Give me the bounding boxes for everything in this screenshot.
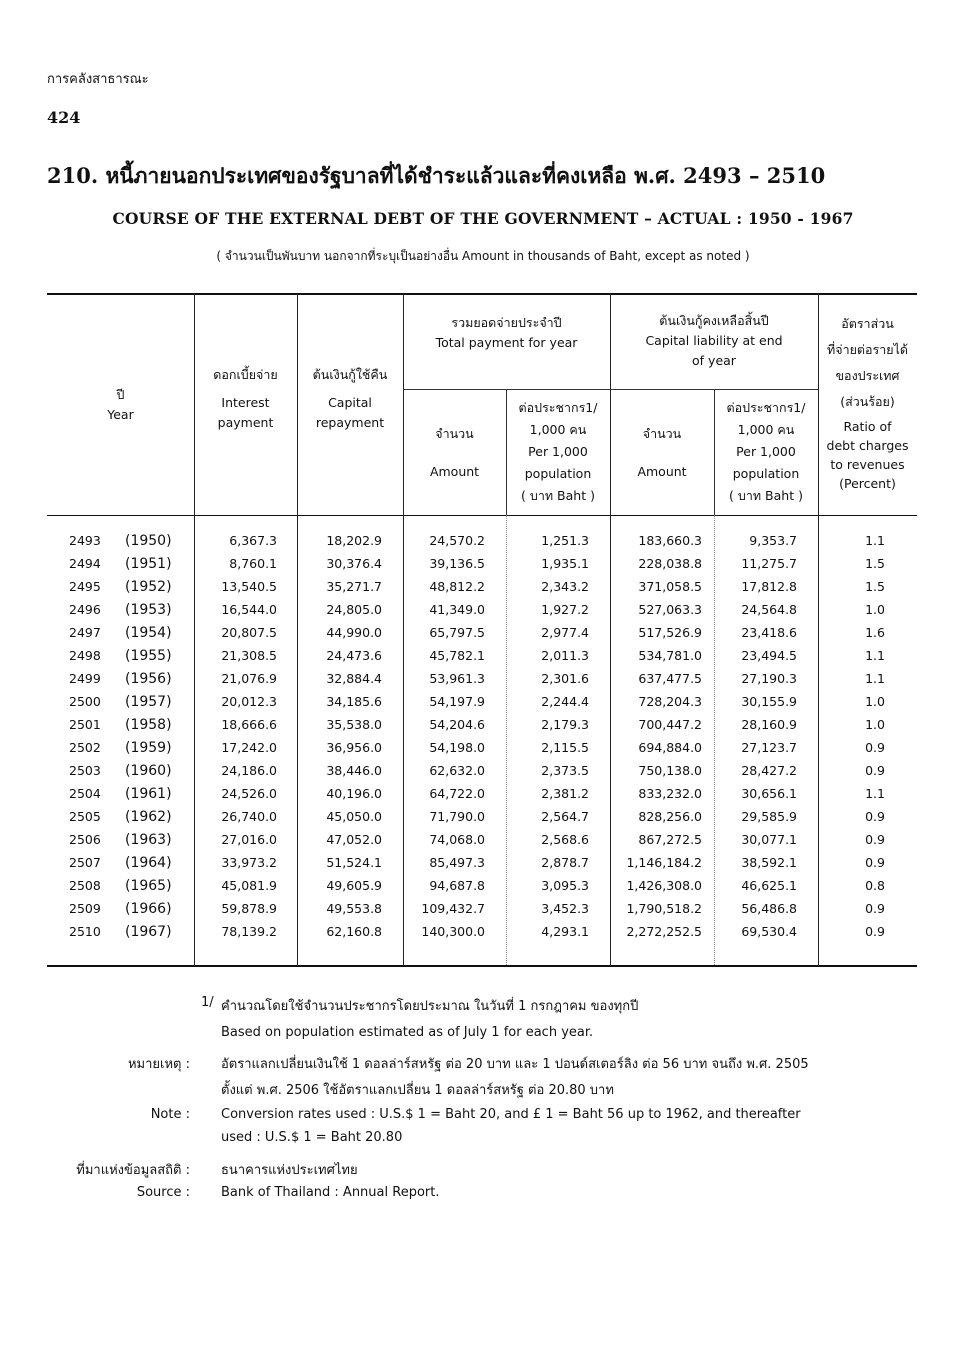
year-gregorian: (1950) — [125, 533, 172, 549]
ratio-cell: 0.9 — [865, 855, 885, 870]
total-per-capita-cell: 2,568.6 — [541, 832, 589, 847]
remark-thai-line-2: ตั้งแต่ พ.ศ. 2506 ใช้อัตราแลกเปลี่ยน 1 ดอลล่าร์สหรัฐ ต่อ 20.80 บาท — [221, 1083, 614, 1098]
header-total-per-capita: ต่อประชากร1/ 1,000 คน Per 1,000 population ( บาท Baht ) — [518, 400, 598, 503]
capital-cell: 51,524.1 — [326, 855, 382, 870]
interest-cell: 78,139.2 — [221, 924, 277, 939]
total-amount-cell: 24,570.2 — [429, 533, 485, 548]
capital-cell: 44,990.0 — [326, 625, 382, 640]
year-gregorian: (1957) — [125, 694, 172, 710]
total-per-capita-cell: 2,878.7 — [541, 855, 589, 870]
year-thai: 2499 — [69, 671, 101, 686]
table-row — [47, 554, 917, 577]
ratio-cell: 1.1 — [865, 786, 885, 801]
interest-cell: 59,878.9 — [221, 901, 277, 916]
ratio-cell: 1.1 — [865, 533, 885, 548]
header-interest: ดอกเบี้ยจ่าย Interest payment — [213, 367, 278, 430]
year-gregorian: (1965) — [125, 878, 172, 894]
total-amount-cell: 64,722.0 — [429, 786, 485, 801]
total-amount-cell: 85,497.3 — [429, 855, 485, 870]
footnote-1-english: Based on population estimated as of July 1 for each year. — [221, 1025, 594, 1040]
source-label-thai: ที่มาแห่งข้อมูลสถิติ : — [76, 1163, 190, 1178]
interest-cell: 45,081.9 — [221, 878, 277, 893]
interest-cell: 16,544.0 — [221, 602, 277, 617]
liability-per-capita-cell: 11,275.7 — [741, 556, 797, 571]
table-row — [47, 830, 917, 853]
year-gregorian: (1958) — [125, 717, 172, 733]
ratio-cell: 0.9 — [865, 901, 885, 916]
table-row — [47, 853, 917, 876]
year-thai: 2498 — [69, 648, 101, 663]
total-per-capita-cell: 3,452.3 — [541, 901, 589, 916]
total-per-capita-cell: 2,011.3 — [541, 648, 589, 663]
header-year: ปี Year — [107, 387, 134, 422]
year-gregorian: (1967) — [125, 924, 172, 940]
capital-cell: 47,052.0 — [326, 832, 382, 847]
liability-per-capita-cell: 38,592.1 — [741, 855, 797, 870]
table-title-english: COURSE OF THE EXTERNAL DEBT OF THE GOVERNMENT – ACTUAL : 1950 - 1967 — [112, 209, 854, 228]
interest-cell: 24,526.0 — [221, 786, 277, 801]
table-header-rule — [47, 515, 917, 516]
total-amount-cell: 45,782.1 — [429, 648, 485, 663]
year-gregorian: (1952) — [125, 579, 172, 595]
note-english-line-2: used : U.S.$ 1 = Baht 20.80 — [221, 1130, 403, 1145]
group-header-rule — [403, 389, 818, 390]
interest-cell: 27,016.0 — [221, 832, 277, 847]
total-amount-cell: 71,790.0 — [429, 809, 485, 824]
liability-amount-cell: 637,477.5 — [638, 671, 702, 686]
liability-amount-cell: 867,272.5 — [638, 832, 702, 847]
liability-amount-cell: 527,063.3 — [638, 602, 702, 617]
liability-amount-cell: 228,038.8 — [638, 556, 702, 571]
liability-per-capita-cell: 24,564.8 — [741, 602, 797, 617]
table-title-thai: 210. หนี้ภายนอกประเทศของรัฐบาลที่ได้ชำระแล้วและที่คงเหลือ พ.ศ. 2493 – 2510 — [47, 163, 826, 188]
interest-cell: 21,308.5 — [221, 648, 277, 663]
table-row — [47, 784, 917, 807]
ratio-cell: 1.6 — [865, 625, 885, 640]
table-top-rule — [47, 293, 917, 295]
total-amount-cell: 94,687.8 — [429, 878, 485, 893]
interest-cell: 21,076.9 — [221, 671, 277, 686]
capital-cell: 35,538.0 — [326, 717, 382, 732]
ratio-cell: 1.1 — [865, 648, 885, 663]
year-thai: 2509 — [69, 901, 101, 916]
header-total-payment: รวมยอดจ่ายประจำปี Total payment for year — [435, 315, 578, 350]
year-thai: 2500 — [69, 694, 101, 709]
total-amount-cell: 53,961.3 — [429, 671, 485, 686]
total-amount-cell: 74,068.0 — [429, 832, 485, 847]
total-per-capita-cell: 4,293.1 — [541, 924, 589, 939]
liability-amount-cell: 750,138.0 — [638, 763, 702, 778]
capital-cell: 40,196.0 — [326, 786, 382, 801]
capital-cell: 35,271.7 — [326, 579, 382, 594]
liability-per-capita-cell: 17,812.8 — [741, 579, 797, 594]
total-amount-cell: 62,632.0 — [429, 763, 485, 778]
table-row — [47, 922, 917, 945]
running-title: การคลังสาธารณะ — [47, 72, 149, 87]
page-number: 424 — [47, 108, 81, 127]
table-row — [47, 600, 917, 623]
table-row — [47, 899, 917, 922]
total-per-capita-cell: 3,095.3 — [541, 878, 589, 893]
interest-cell: 17,242.0 — [221, 740, 277, 755]
capital-cell: 34,185.6 — [326, 694, 382, 709]
footnote-1-thai: คำนวณโดยใช้จำนวนประชากรโดยประมาณ ในวันที่ 1 กรกฎาคม ของทุกปี — [221, 999, 639, 1014]
liability-per-capita-cell: 9,353.7 — [749, 533, 797, 548]
header-ratio: อัตราส่วน ที่จ่ายต่อรายได้ ของประเทศ (ส่วนร้อย) Ratio of debt charges to revenues (Percent) — [826, 316, 909, 491]
ratio-cell: 1.5 — [865, 579, 885, 594]
remark-label-thai: หมายเหตุ : — [127, 1057, 190, 1072]
liability-per-capita-cell: 46,625.1 — [741, 878, 797, 893]
liability-amount-cell: 183,660.3 — [638, 533, 702, 548]
total-amount-cell: 109,432.7 — [421, 901, 485, 916]
year-gregorian: (1960) — [125, 763, 172, 779]
table-row — [47, 531, 917, 554]
ratio-cell: 0.9 — [865, 740, 885, 755]
liability-amount-cell: 728,204.3 — [638, 694, 702, 709]
liability-amount-cell: 700,447.2 — [638, 717, 702, 732]
ratio-cell: 0.9 — [865, 809, 885, 824]
capital-cell: 18,202.9 — [326, 533, 382, 548]
table-row — [47, 577, 917, 600]
remark-thai-line-1: อัตราแลกเปลี่ยนเงินใช้ 1 ดอลล่าร์สหรัฐ ต่อ 20 บาท และ 1 ปอนด์สเตอร์ลิง ต่อ 56 บาท จนถึง พ.ศ. 2505 — [221, 1057, 809, 1072]
capital-cell: 49,605.9 — [326, 878, 382, 893]
year-gregorian: (1962) — [125, 809, 172, 825]
table-row — [47, 669, 917, 692]
year-gregorian: (1963) — [125, 832, 172, 848]
note-label: Note : — [150, 1107, 190, 1122]
header-liability-amount: จำนวน Amount — [637, 426, 687, 479]
interest-cell: 33,973.2 — [221, 855, 277, 870]
ratio-cell: 1.5 — [865, 556, 885, 571]
year-thai: 2504 — [69, 786, 101, 801]
liability-amount-cell: 828,256.0 — [638, 809, 702, 824]
liability-amount-cell: 1,426,308.0 — [626, 878, 702, 893]
total-per-capita-cell: 2,179.3 — [541, 717, 589, 732]
interest-cell: 6,367.3 — [229, 533, 277, 548]
note-english-line-1: Conversion rates used : U.S.$ 1 = Baht 20, and £ 1 = Baht 56 up to 1962, and thereafter — [221, 1107, 801, 1122]
ratio-cell: 1.1 — [865, 671, 885, 686]
year-thai: 2495 — [69, 579, 101, 594]
table-row — [47, 738, 917, 761]
total-amount-cell: 41,349.0 — [429, 602, 485, 617]
header-capital-repayment: ต้นเงินกู้ใช้คืน Capital repayment — [312, 367, 388, 430]
total-per-capita-cell: 2,244.4 — [541, 694, 589, 709]
year-thai: 2507 — [69, 855, 101, 870]
header-capital-liability: ต้นเงินกู้คงเหลือสิ้นปี Capital liability at end of year — [645, 313, 783, 368]
liability-amount-cell: 534,781.0 — [638, 648, 702, 663]
table-row — [47, 761, 917, 784]
capital-cell: 36,956.0 — [326, 740, 382, 755]
liability-amount-cell: 517,526.9 — [638, 625, 702, 640]
liability-amount-cell: 833,232.0 — [638, 786, 702, 801]
capital-cell: 38,446.0 — [326, 763, 382, 778]
liability-per-capita-cell: 28,427.2 — [741, 763, 797, 778]
table-row — [47, 692, 917, 715]
interest-cell: 8,760.1 — [229, 556, 277, 571]
year-thai: 2503 — [69, 763, 101, 778]
year-gregorian: (1955) — [125, 648, 172, 664]
total-per-capita-cell: 2,977.4 — [541, 625, 589, 640]
year-gregorian: (1951) — [125, 556, 172, 572]
liability-per-capita-cell: 69,530.4 — [741, 924, 797, 939]
source-label: Source : — [136, 1185, 190, 1200]
liability-amount-cell: 1,790,518.2 — [626, 901, 702, 916]
year-thai: 2501 — [69, 717, 101, 732]
total-per-capita-cell: 2,564.7 — [541, 809, 589, 824]
ratio-cell: 0.9 — [865, 832, 885, 847]
capital-cell: 45,050.0 — [326, 809, 382, 824]
table-row — [47, 646, 917, 669]
capital-cell: 30,376.4 — [326, 556, 382, 571]
total-per-capita-cell: 2,115.5 — [541, 740, 589, 755]
ratio-cell: 1.0 — [865, 717, 885, 732]
year-gregorian: (1964) — [125, 855, 172, 871]
total-amount-cell: 39,136.5 — [429, 556, 485, 571]
capital-cell: 32,884.4 — [326, 671, 382, 686]
total-per-capita-cell: 1,927.2 — [541, 602, 589, 617]
total-amount-cell: 54,204.6 — [429, 717, 485, 732]
interest-cell: 20,807.5 — [221, 625, 277, 640]
year-thai: 2494 — [69, 556, 101, 571]
capital-cell: 49,553.8 — [326, 901, 382, 916]
liability-amount-cell: 1,146,184.2 — [626, 855, 702, 870]
total-per-capita-cell: 2,373.5 — [541, 763, 589, 778]
units-note: ( จำนวนเป็นพันบาท นอกจากที่ระบุเป็นอย่างอื่น Amount in thousands of Baht, except as noted ) — [216, 249, 750, 263]
header-liability-per-capita: ต่อประชากร1/ 1,000 คน Per 1,000 population ( บาท Baht ) — [726, 400, 806, 503]
table-row — [47, 807, 917, 830]
ratio-cell: 0.8 — [865, 878, 885, 893]
total-per-capita-cell: 2,381.2 — [541, 786, 589, 801]
total-amount-cell: 54,197.9 — [429, 694, 485, 709]
interest-cell: 24,186.0 — [221, 763, 277, 778]
interest-cell: 13,540.5 — [221, 579, 277, 594]
table-bottom-rule — [47, 965, 917, 967]
year-thai: 2510 — [69, 924, 101, 939]
year-gregorian: (1956) — [125, 671, 172, 687]
ratio-cell: 1.0 — [865, 694, 885, 709]
liability-amount-cell: 694,884.0 — [638, 740, 702, 755]
year-gregorian: (1954) — [125, 625, 172, 641]
ratio-cell: 0.9 — [865, 924, 885, 939]
header-total-amount: จำนวน Amount — [429, 426, 480, 479]
year-gregorian: (1961) — [125, 786, 172, 802]
capital-cell: 62,160.8 — [326, 924, 382, 939]
year-thai: 2497 — [69, 625, 101, 640]
interest-cell: 18,666.6 — [221, 717, 277, 732]
interest-cell: 26,740.0 — [221, 809, 277, 824]
table-row — [47, 876, 917, 899]
liability-amount-cell: 2,272,252.5 — [626, 924, 702, 939]
year-thai: 2506 — [69, 832, 101, 847]
liability-per-capita-cell: 23,418.6 — [741, 625, 797, 640]
total-amount-cell: 140,300.0 — [421, 924, 485, 939]
total-amount-cell: 54,198.0 — [429, 740, 485, 755]
liability-amount-cell: 371,058.5 — [638, 579, 702, 594]
year-thai: 2496 — [69, 602, 101, 617]
liability-per-capita-cell: 23,494.5 — [741, 648, 797, 663]
year-gregorian: (1953) — [125, 602, 172, 618]
total-amount-cell: 65,797.5 — [429, 625, 485, 640]
total-per-capita-cell: 2,343.2 — [541, 579, 589, 594]
liability-per-capita-cell: 28,160.9 — [741, 717, 797, 732]
liability-per-capita-cell: 30,656.1 — [741, 786, 797, 801]
ratio-cell: 0.9 — [865, 763, 885, 778]
year-thai: 2502 — [69, 740, 101, 755]
capital-cell: 24,473.6 — [326, 648, 382, 663]
capital-cell: 24,805.0 — [326, 602, 382, 617]
year-gregorian: (1966) — [125, 901, 172, 917]
total-amount-cell: 48,812.2 — [429, 579, 485, 594]
total-per-capita-cell: 1,935.1 — [541, 556, 589, 571]
table-row — [47, 623, 917, 646]
liability-per-capita-cell: 29,585.9 — [741, 809, 797, 824]
year-gregorian: (1959) — [125, 740, 172, 756]
footnote-marker: 1/ — [201, 995, 214, 1010]
interest-cell: 20,012.3 — [221, 694, 277, 709]
ratio-cell: 1.0 — [865, 602, 885, 617]
table-row — [47, 715, 917, 738]
year-thai: 2508 — [69, 878, 101, 893]
year-thai: 2493 — [69, 533, 101, 548]
debt-table — [47, 293, 917, 968]
liability-per-capita-cell: 27,190.3 — [741, 671, 797, 686]
liability-per-capita-cell: 56,486.8 — [741, 901, 797, 916]
total-per-capita-cell: 1,251.3 — [541, 533, 589, 548]
source-english: Bank of Thailand : Annual Report. — [221, 1185, 440, 1200]
liability-per-capita-cell: 30,155.9 — [741, 694, 797, 709]
total-per-capita-cell: 2,301.6 — [541, 671, 589, 686]
source-thai: ธนาคารแห่งประเทศไทย — [221, 1163, 358, 1178]
year-thai: 2505 — [69, 809, 101, 824]
liability-per-capita-cell: 30,077.1 — [741, 832, 797, 847]
liability-per-capita-cell: 27,123.7 — [741, 740, 797, 755]
